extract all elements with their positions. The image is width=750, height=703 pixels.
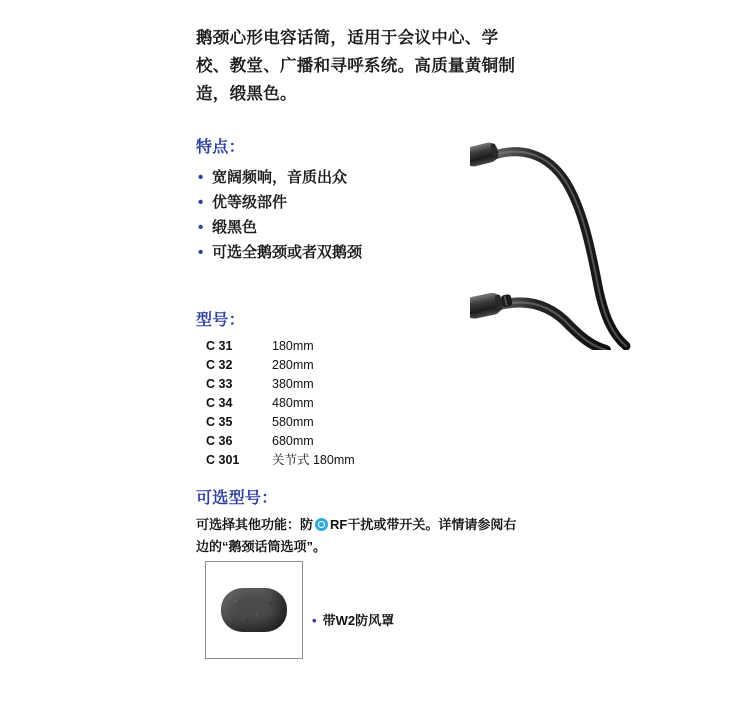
models-table (196, 338, 355, 471)
windscreen-caption (312, 612, 394, 630)
model-length: 380mm (272, 377, 314, 391)
windscreen-caption-label: 带W2防风罩 (322, 613, 395, 628)
bullet-icon: • (198, 169, 204, 186)
bullet-icon: • (312, 613, 317, 628)
table-row (196, 338, 355, 357)
table-row (196, 452, 355, 471)
bullet-icon: • (198, 194, 204, 211)
table-row (196, 433, 355, 452)
bullet-icon: • (198, 219, 204, 236)
model-code: C 301 (206, 453, 240, 467)
optional-text-part2: RF干扰或带开关。详情请参阅右边的“鹅颈话筒选项”。 (196, 517, 517, 554)
table-row (196, 395, 355, 414)
table-row (196, 357, 355, 376)
models-heading: 型号： (196, 312, 245, 329)
model-length: 关节式 180mm (272, 453, 355, 467)
feature-label: 缎黑色 (212, 219, 258, 236)
optional-models-text (196, 514, 526, 558)
intro-paragraph: 鹅颈心形电容话筒，适用于会议中心、学校、教堂、广播和寻呼系统。高质量黄铜制造，缎黑色。 (196, 29, 516, 103)
model-code: C 35 (206, 415, 233, 429)
optional-models-heading: 可选型号： (196, 490, 278, 507)
table-row (196, 376, 355, 395)
gooseneck-microphone-illustration (470, 120, 750, 350)
model-length: 480mm (272, 396, 314, 410)
features-heading: 特点： (196, 139, 245, 156)
foam-windscreen-icon (221, 588, 287, 632)
bullet-icon: • (198, 244, 204, 261)
model-code: C 33 (206, 377, 233, 391)
model-length: 180mm (272, 339, 314, 353)
model-code: C 34 (206, 396, 233, 410)
windscreen-image-frame (205, 561, 303, 659)
table-row (196, 414, 355, 433)
feature-label: 可选全鹅颈或者双鹅颈 (212, 244, 363, 261)
model-length: 680mm (272, 434, 314, 448)
model-length: 580mm (272, 415, 314, 429)
feature-label: 优等级部件 (212, 194, 288, 211)
model-code: C 36 (206, 434, 233, 448)
model-code: C 32 (206, 358, 233, 372)
rf-shield-icon (315, 518, 328, 531)
model-length: 280mm (272, 358, 314, 372)
model-code: C 31 (206, 339, 233, 353)
optional-text-part1: 可选择其他功能：防 (196, 517, 314, 532)
feature-label: 宽阔频响，音质出众 (212, 169, 348, 186)
